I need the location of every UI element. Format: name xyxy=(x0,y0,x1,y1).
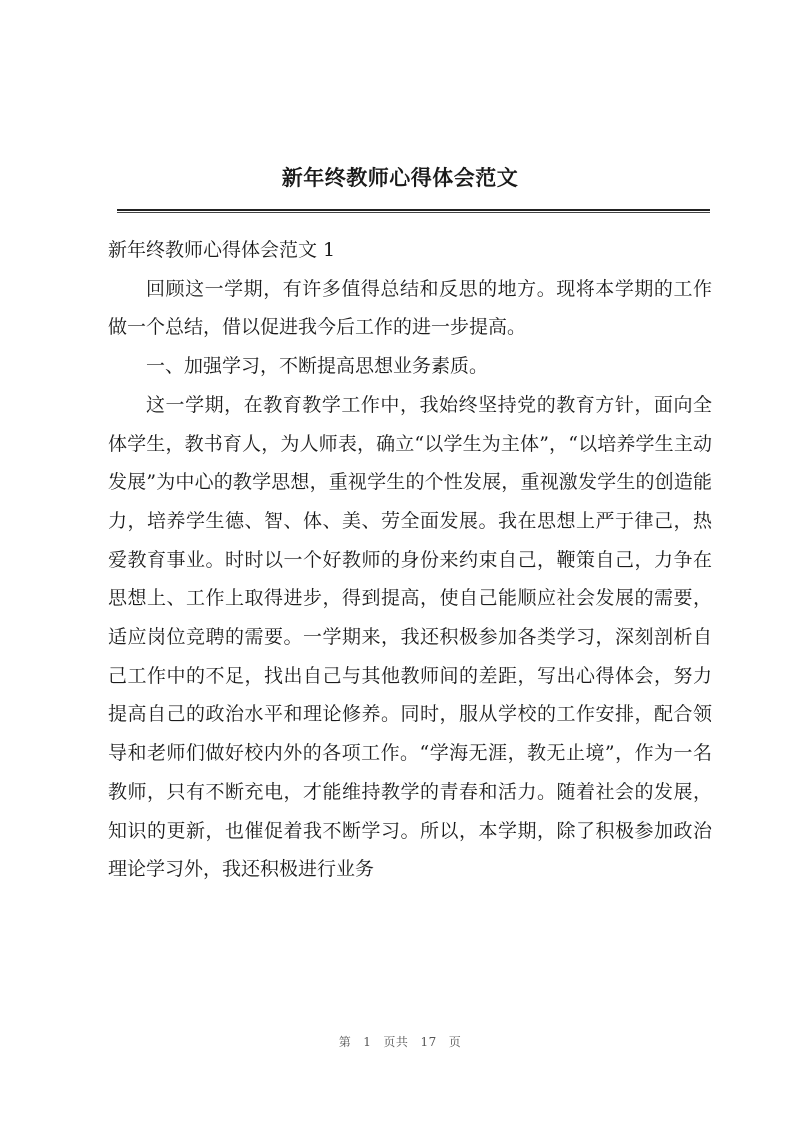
document-body xyxy=(108,231,712,889)
page-number-footer xyxy=(0,1033,800,1050)
current-page-number: 1 xyxy=(363,1035,372,1049)
footer-label-prefix: 第 xyxy=(338,1035,352,1049)
paragraph: 回顾这一学期，有许多值得总结和反思的地方。现将本学期的工作做一个总结，借以促进我今后工作的进一步提高。 xyxy=(108,277,712,339)
footer-label-suffix: 页 xyxy=(448,1035,462,1049)
title-divider xyxy=(117,209,710,213)
paragraph: 一、加强学习，不断提高思想业务素质。 xyxy=(146,355,489,378)
page-title: 新年终教师心得体会范文 xyxy=(281,165,519,190)
paragraph: 这一学期，在教育教学工作中，我始终坚持党的教育方针，面向全体学生，教书育人，为人师表，确立“以学生为主体”，“以培养学生主动发展”为中心的教学思想，重视学生的个性发展，重视激发学生的创造能力，培养学生德、智、体、美、劳全面发展。我在思想上严于律己，热爱教育事业。时时以一个好教师的身份来约束自己，鞭策自己，力争在思想上、工作上取得进步，得到提高，使自己能顺应社会发展的需要，适应岗位竞聘的需要。一学期来，我还积极参加各类学习，深刻剖析自己工作中的不足，找出自己与其他教师间的差距，写出心得体会，努力提高自己的政治水平和理论修养。同时，服从学校的工作安排，配合领导和老师们做好校内外的各项工作。“学海无涯，教无止境”，作为一名教师，只有不断充电，才能维持教学的青春和活力。随着社会的发展，知识的更新，也催促着我不断学习。所以，本学期，除了积极参加政治理论学习外，我还积极进行业务 xyxy=(108,393,712,881)
total-page-count: 17 xyxy=(420,1035,437,1049)
footer-label-middle: 页共 xyxy=(383,1035,409,1049)
section-heading: 新年终教师心得体会范文 1 xyxy=(108,239,336,261)
